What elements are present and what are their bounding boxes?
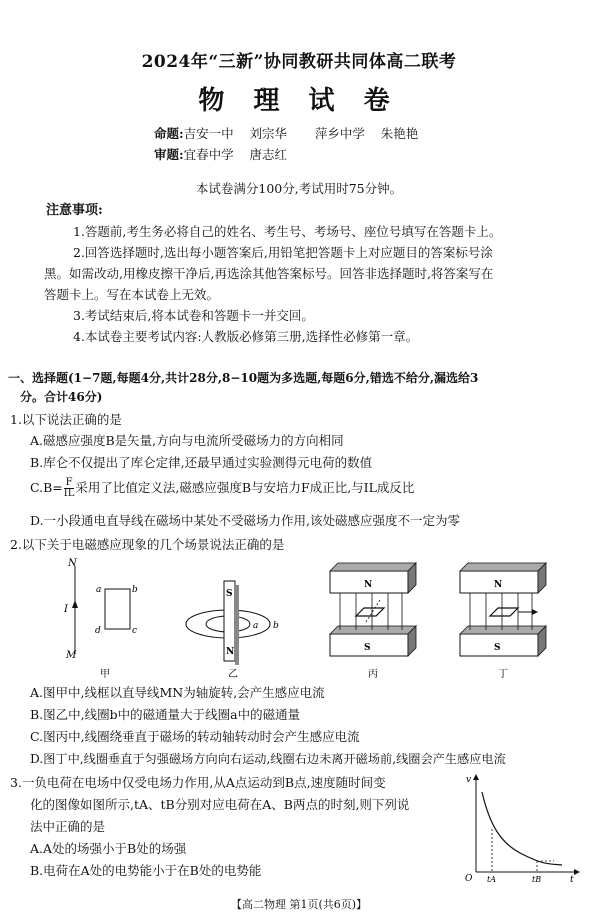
- caption-ding: 丁: [498, 669, 508, 680]
- q3-vt-graph: [462, 772, 582, 884]
- t-axis-arrow-icon: [574, 869, 580, 875]
- figure-jia: [63, 558, 138, 680]
- q1-option-d: D.一小段通电直导线在磁场中某处不受磁场力作用,该处磁感应强度不一定为零: [30, 513, 461, 528]
- q3-option-a: A.A处的场强小于B处的场强: [30, 841, 187, 856]
- q2-option-c: C.图丙中,线圈绕垂直于磁场的转动轴转动时会产生感应电流: [30, 729, 360, 744]
- notice-item-2: 2.回答选择题时,选出每小题答案后,用铅笔把答题卡上对应题目的答案标号涂: [73, 245, 493, 260]
- bing-n: N: [364, 580, 373, 590]
- arrow-right-icon: [532, 609, 538, 615]
- field-lines: [340, 593, 402, 630]
- label-n: N: [68, 558, 77, 569]
- shenti-label: 审题:: [154, 147, 184, 162]
- label-ta: tA: [487, 875, 496, 884]
- section1-heading: 一、选择题(1−7题,每题4分,共计28分,8−10题为多选题,每题6分,错选不给分,漏选给3: [8, 371, 479, 385]
- q3-stem-2: 化的图像如图所示,tA、tB分别对应电荷在A、B两点的时刻,则下列说: [30, 797, 410, 812]
- bing-s: S: [364, 643, 371, 653]
- label-t: t: [570, 875, 574, 884]
- q2-option-a: A.图甲中,线框以直导线MN为轴旋转,会产生感应电流: [30, 685, 325, 700]
- q1-option-c-prefix: C.B=: [30, 480, 63, 495]
- exam-subtitle: 物 理 试 卷: [198, 86, 400, 116]
- q3-option-b: B.电荷在A处的电势能小于在B处的电势能: [30, 863, 262, 878]
- q1-option-c: [30, 478, 414, 499]
- label-i: I: [64, 604, 68, 615]
- label-b: b: [132, 585, 138, 595]
- q1-fraction-den: IL: [63, 488, 75, 499]
- q2-stem: 2.以下关于电磁感应现象的几个场景说法正确的是: [10, 537, 285, 552]
- magnet-top-face: [330, 563, 416, 571]
- reviewers-row: [154, 147, 287, 163]
- mingti-label: 命题:: [154, 126, 184, 141]
- notice-item-4: 4.本试卷主要考试内容:人教版必修第三册,选择性必修第一章。: [73, 329, 419, 344]
- q3-stem-1: 3.一负电荷在电场中仅受电场力作用,从A点运动到B点,速度随时间变: [10, 775, 386, 790]
- shenti-names: 宜春中学 唐志红: [183, 147, 288, 162]
- label-v: v: [466, 775, 472, 785]
- v-axis-arrow-icon: [473, 774, 479, 780]
- q1-fraction: [64, 478, 75, 499]
- notice-title: 注意事项:: [46, 203, 103, 218]
- q1-option-a: A.磁感应强度B是矢量,方向与电流所受磁场力的方向相同: [30, 433, 344, 448]
- q2-option-d: D.图丁中,线圈垂直于匀强磁场方向向右运动,线圈右边未离开磁场前,线圈会产生感应电流: [30, 752, 506, 766]
- label-coil-a: a: [253, 621, 259, 631]
- label-m: M: [66, 650, 77, 661]
- ding-n: N: [494, 580, 503, 590]
- authors-row: [154, 126, 418, 142]
- mingti-names: 吉安一中 刘宗华 萍乡中学 朱艳艳: [183, 126, 419, 141]
- caption-jia: 甲: [100, 669, 110, 680]
- coil-ding: [490, 608, 518, 616]
- magnet-s: S: [226, 589, 233, 599]
- label-coil-b: b: [273, 621, 279, 631]
- magnet-bottom-face: [330, 626, 416, 634]
- vt-curve: [482, 792, 562, 865]
- magnet-n: N: [226, 647, 235, 657]
- magnet-bottom-face-ding: [460, 626, 546, 634]
- q2-figures: [50, 556, 560, 682]
- notice-item-2-cont: 黑。如需改动,用橡皮擦干净后,再选涂其他答案标号。回答非选择题时,将答案写在: [44, 266, 494, 281]
- label-d: d: [95, 626, 101, 636]
- figure-bing: [330, 563, 416, 680]
- caption-yi: 乙: [228, 669, 238, 680]
- ding-s: S: [494, 643, 501, 653]
- q1-stem: 1.以下说法正确的是: [10, 412, 122, 427]
- label-a: a: [96, 585, 102, 595]
- frame-abcd: [105, 589, 130, 629]
- notice-item-1: 1.答题前,考生务必将自己的姓名、考生号、考场号、座位号填写在答题卡上。: [73, 224, 502, 239]
- q2-option-b: B.图乙中,线圈b中的磁通量大于线圈a中的磁通量: [30, 707, 301, 722]
- q1-option-b: B.库仑不仅提出了库仑定律,还最早通过实验测得元电荷的数值: [30, 455, 373, 470]
- rotation-axis: [366, 600, 380, 622]
- page-footer: 【高二物理 第1页(共6页)】: [230, 898, 368, 911]
- q1-option-c-text: 采用了比值定义法,磁感应强度B与安培力F成正比,与IL成反比: [75, 480, 415, 495]
- exam-title: 2024年“三新”协同教研共同体高二联考: [141, 52, 457, 72]
- figure-ding: [460, 563, 546, 680]
- notice-item-2-end: 答题卡上。写在本试卷上无效。: [44, 287, 220, 302]
- intro-text: 本试卷满分100分,考试用时75分钟。: [195, 181, 403, 196]
- label-c: c: [132, 626, 138, 636]
- label-o: O: [465, 874, 473, 884]
- notice-item-3: 3.考试结束后,将本试卷和答题卡一并交回。: [73, 308, 314, 323]
- q3-stem-3: 法中正确的是: [30, 819, 106, 834]
- coil-bing: [356, 608, 384, 616]
- magnet-shadow: [235, 585, 239, 665]
- magnet-top-face-ding: [460, 563, 546, 571]
- current-arrow-icon: [72, 600, 78, 608]
- label-tb: tB: [532, 875, 542, 884]
- section1-heading-cont: 分。合计46分): [20, 390, 103, 404]
- caption-bing: 丙: [368, 669, 378, 680]
- figure-yi: [186, 581, 279, 680]
- q1-fraction-num: F: [65, 477, 73, 488]
